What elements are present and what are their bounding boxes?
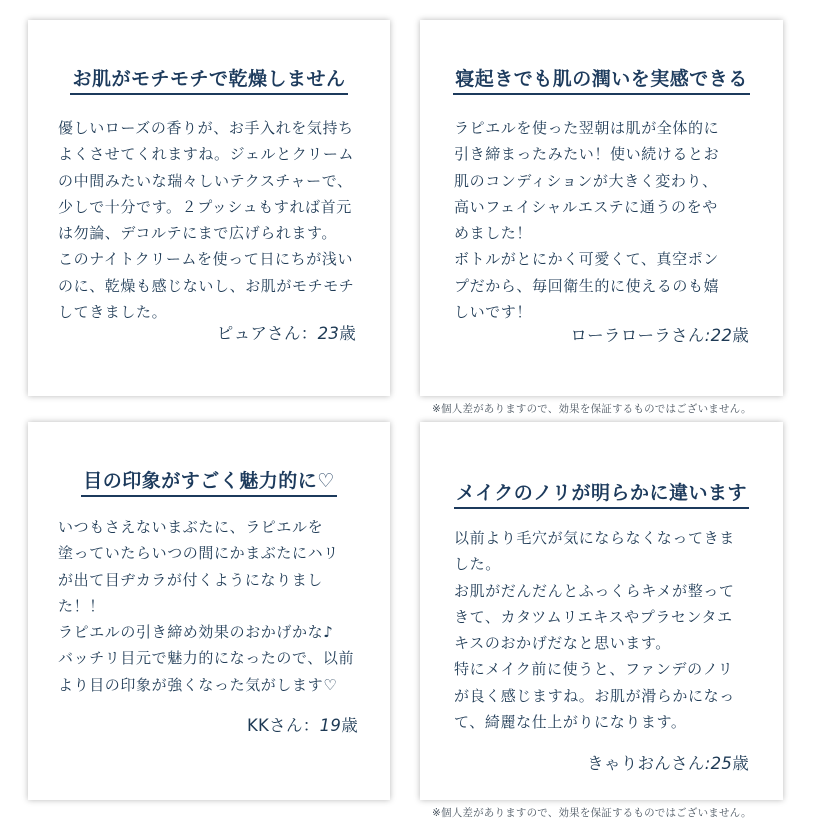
review-card-2 [420, 20, 783, 396]
review-card-3 [28, 422, 390, 800]
review-title: メイクのノリが明らかに違います [420, 478, 783, 509]
review-body: 優しいローズの香りが、お手入れを気持ち よくさせてくれますね。ジェルとクリーム の中間みたいな瑞々しいテクスチャーで、 少しで十分です。２プッシュもすれば首元 は勿論、デコルテにまで広げられます。 このナイトクリームを使って日にちが浅い のに、乾燥も感じないし、お肌がモチモチ してきました。 [58, 119, 355, 322]
review-title: 寝起きでも肌の潤いを実感できる [420, 64, 783, 95]
review-card-1 [28, 20, 390, 396]
reviewer-name: ピュアさん：23歳 [216, 324, 356, 343]
review-title: お肌がモチモチで乾燥しません [28, 64, 390, 95]
review-body: ラピエルを使った翌朝は肌が全体的に 引き締まったみたい！使い続けるとお 肌のコンディションが大きく変わり、 高いフェイシャルエステに通うのをや めました！ ボトルがとにかく可愛くて、真空ポン プだから、毎回衛生的に使えるのも嬉 しいです！ [454, 119, 720, 322]
reviewer-name: ローラローラさん:22歳 [570, 326, 749, 345]
disclaimer-text: ※個人差がありますので、効果を保証するものではございません。 [432, 403, 752, 415]
reviewer-name: きゃりおんさん:25歳 [587, 754, 749, 773]
review-title: 目の印象がすごく魅力的に♡ [28, 466, 390, 497]
review-body: 以前より毛穴が気にならなくなってきま した。 お肌がだんだんとふっくらキメが整って きて、カタツムリエキスやプラセンタエ キスのおかげだなと思います。 特にメイク前に使うと、ファンデのノリ が良く感じますね。お肌が滑らかになっ て、綺麗な仕上がりになります。 [454, 529, 735, 732]
review-card-4 [420, 422, 783, 800]
review-body: いつもさえないまぶたに、ラピエルを 塗っていたらいつの間にかまぶたにハリ が出て目ヂカラが付くようになりまし た！！ ラピエルの引き締め効果のおかげかな♪ バッチリ目元で魅力的になったので、以前 より目の印象が強くなった気がします♡ [58, 518, 355, 694]
disclaimer-text: ※個人差がありますので、効果を保証するものではございません。 [432, 807, 752, 819]
reviewer-name: KKさん：19歳 [246, 716, 358, 735]
